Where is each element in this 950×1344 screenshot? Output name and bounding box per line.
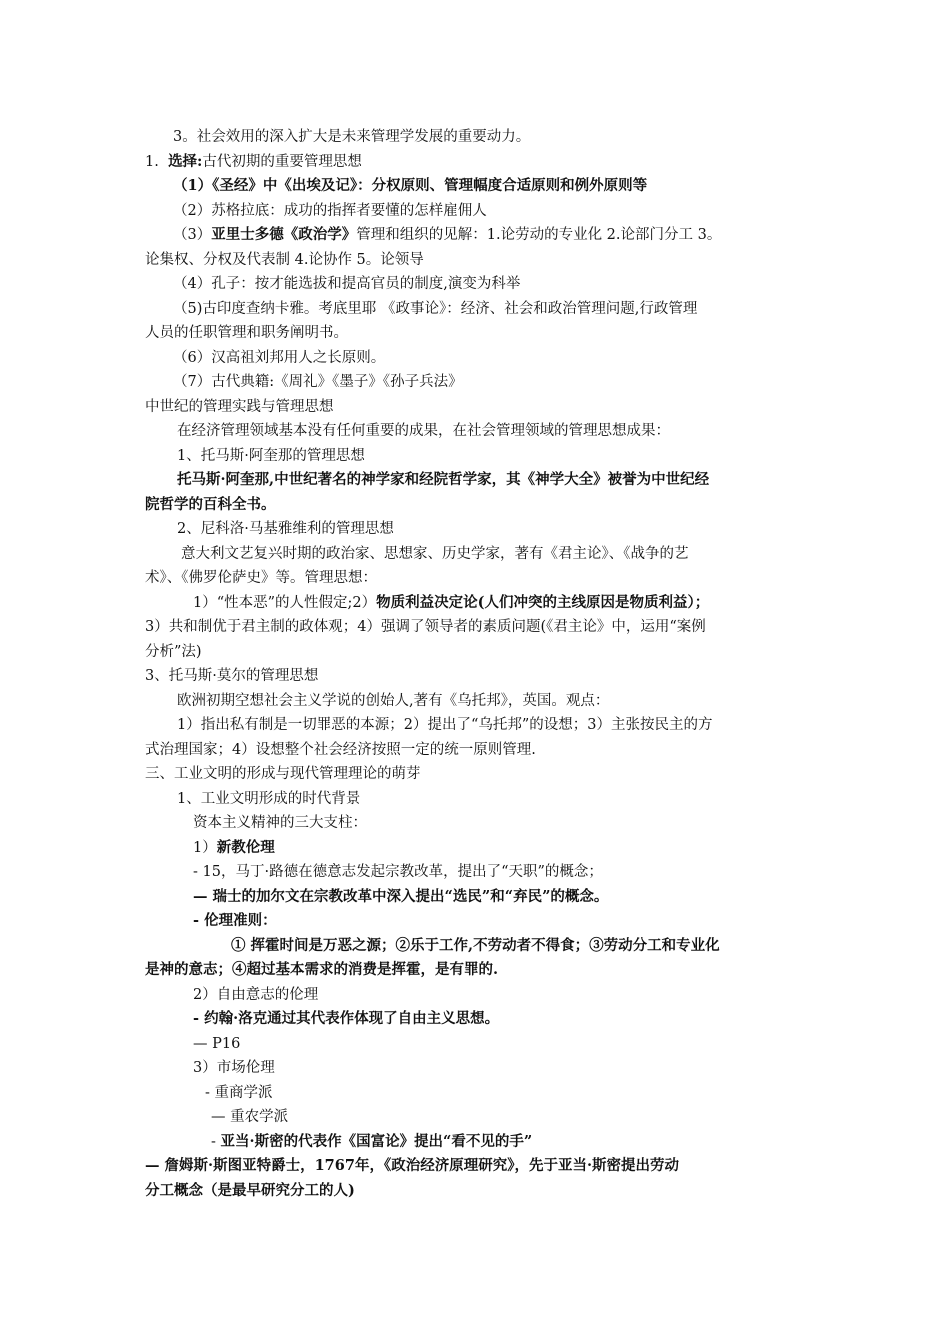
text-line: 意大利文艺复兴时期的政治家、思想家、历史学家，著有《君主论》、《战争的艺 <box>181 545 689 562</box>
text-line: 3。社会效用的深入扩大是未来管理学发展的重要动力。 <box>173 129 531 145</box>
section-heading: 三、工业文明的形成与现代管理理论的萌芽 <box>145 766 421 782</box>
text-line: （2）苏格拉底：成功的指挥者要懂的怎样雇佣人 <box>173 202 487 219</box>
text-line: 3）共和制优于君主制的政体观；4）强调了领导者的素质问题(《君主论》中，运用“案例 <box>145 619 706 635</box>
text-line <box>145 1130 810 1155</box>
text-line: 式治理国家；4）设想整个社会经济按照一定的统一原则管理. <box>145 741 536 758</box>
text-line: — 詹姆斯·斯图亚特爵士，1767年，《政治经济原理研究》，先于亚当·斯密提出劳动 <box>145 1157 679 1174</box>
bold-phrase: 物质利益决定论(人们冲突的主线原因是物质利益）； <box>376 593 710 611</box>
text-line <box>145 150 810 175</box>
text-line: — 重农学派 <box>211 1109 289 1125</box>
subsection-heading: 2、尼科洛·马基雅维利的管理思想 <box>177 521 394 537</box>
text-line: 论集权、分权及代表制 4.论协作 5。论领导 <box>145 251 424 268</box>
text-line: - 15，马丁·路德在德意志发起宗教改革，提出了“天职”的概念； <box>193 864 603 880</box>
item-number: 1） <box>193 839 217 856</box>
text-line: 在经济管理领域基本没有任何重要的成果，在社会管理领域的管理思想成果： <box>177 423 670 439</box>
text-line: 3）市场伦理 <box>193 1060 275 1076</box>
text-line <box>145 223 810 248</box>
text-line: （6）汉高祖刘邦用人之长原则。 <box>173 349 386 366</box>
item-number: （3） <box>173 227 212 243</box>
text-line: 资本主义精神的三大支柱： <box>193 815 367 831</box>
text-line: — 瑞士的加尔文在宗教改革中深入提出“选民”和“弃民”的概念。 <box>193 887 609 905</box>
text-line: 院哲学的百科全书。 <box>145 495 276 513</box>
text-line: 术》、《佛罗伦萨史》等。管理思想： <box>145 570 377 586</box>
heading-text: 古代初期的重要管理思想 <box>202 153 362 170</box>
text-line: 分工概念（是最早研究分工的人) <box>145 1181 355 1199</box>
text-line: 托马斯·阿奎那,中世纪著名的神学家和经院哲学家，其《神学大全》被誉为中世纪经 <box>177 471 710 488</box>
subsection-heading: 3、托马斯·莫尔的管理思想 <box>145 668 319 684</box>
text-line <box>145 591 810 616</box>
document-body <box>145 125 810 1203</box>
text-line: - 伦理准则： <box>193 912 277 929</box>
list-number: 1. <box>145 153 159 170</box>
text-line: （4）孔子：按才能选拔和提高官员的制度,演变为科举 <box>173 276 521 292</box>
dash-marker: - <box>211 1133 221 1150</box>
text-line: 人员的任职管理和职务阐明书。 <box>145 325 348 341</box>
item-text: 管理和组织的见解：1.论劳动的专业化 2.论部门分工 3。 <box>356 227 722 243</box>
bold-phrase: 亚里士多德《政治学》 <box>211 226 357 243</box>
bold-phrase: 亚当·斯密的代表作《国富论》提出“看不见的手” <box>220 1132 533 1150</box>
text-line: （7）古代典籍:《周礼》《墨子》《孙子兵法》 <box>173 374 463 390</box>
section-heading: 中世纪的管理实践与管理思想 <box>145 398 334 415</box>
text-line: 是神的意志；④超过基本需求的消费是挥霍，是有罪的. <box>145 961 499 978</box>
text-line: — P16 <box>193 1035 241 1052</box>
text-line: ① 挥霍时间是万恶之源；②乐于工作,不劳动者不得食；③劳动分工和专业化 <box>231 936 720 954</box>
text-line: - 约翰·洛克通过其代表作体现了自由主义思想。 <box>193 1010 500 1027</box>
bold-label: 选择: <box>168 152 203 170</box>
text-line: 欧洲初期空想社会主义学说的创始人,著有《乌托邦》，英国。观点： <box>177 692 610 709</box>
text-line: 2）自由意志的伦理 <box>193 986 319 1003</box>
text-line: （1）《圣经》中《出埃及记》：分权原则、管理幅度合适原则和例外原则等 <box>173 177 648 194</box>
text-line <box>145 836 810 861</box>
subsection-heading: 1、工业文明形成的时代背景 <box>177 790 361 807</box>
text-line: 1）指出私有制是一切罪恶的本源；2）提出了“乌托邦”的设想；3）主张按民主的方 <box>177 717 713 733</box>
item-text: 1）“性本恶”的人性假定;2） <box>193 594 377 611</box>
text-line: 分析”法) <box>145 643 202 660</box>
text-line: （5)古印度查纳卡雅。考底里耶 《政事论》：经济、社会和政治管理问题,行政管理 <box>173 300 698 317</box>
bold-phrase: 新教伦理 <box>216 838 275 856</box>
text-line: - 重商学派 <box>205 1084 273 1101</box>
subsection-heading: 1、托马斯·阿奎那的管理思想 <box>177 447 365 464</box>
